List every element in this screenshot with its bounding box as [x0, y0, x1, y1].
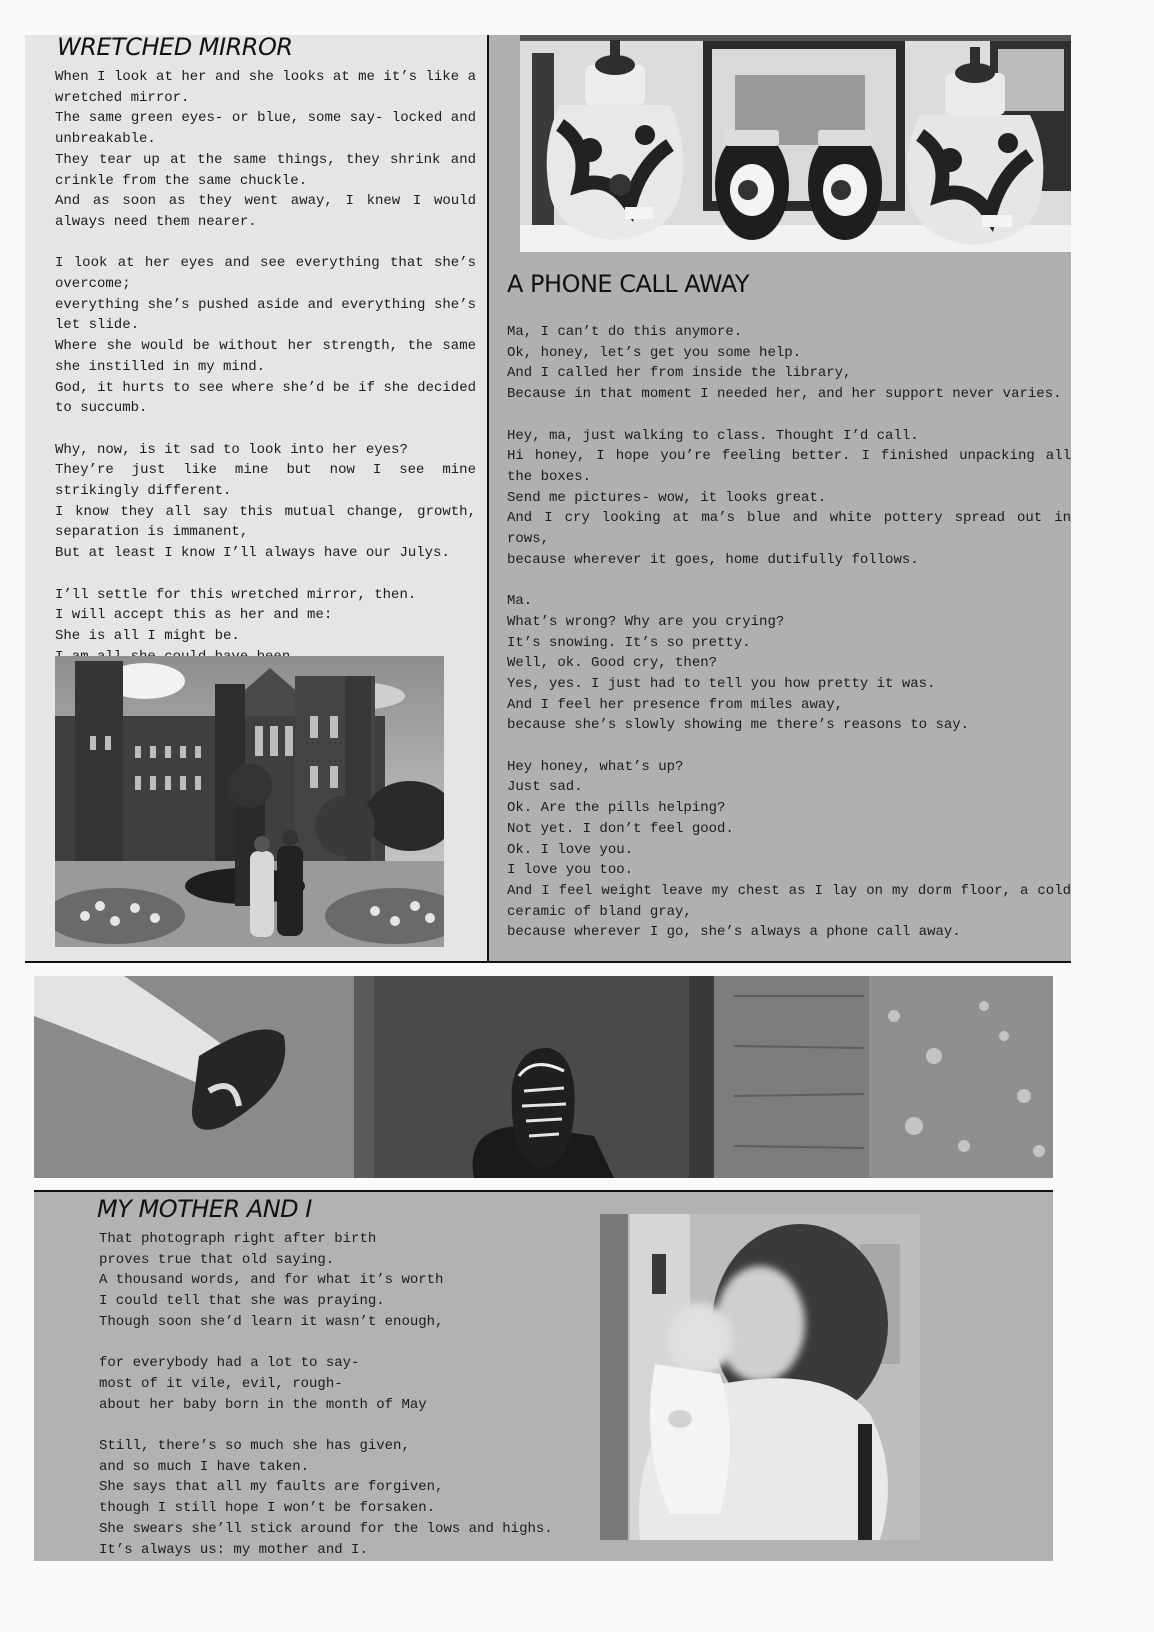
stanza: [507, 757, 1071, 943]
poem-line: Hi honey, I hope you’re feeling better. I finished unpacking all the boxes.: [507, 448, 1071, 485]
wretched-mirror-title: WRETCHED MIRROR: [57, 33, 293, 61]
section-divider-top: [25, 961, 1071, 963]
poem-line: Where she would be without her strength, the same she instilled in my mind.: [55, 338, 476, 375]
poem-line: They tear up at the same things, they shrink and crinkle from the same chuckle.: [55, 151, 476, 189]
vases-photo: [520, 35, 1071, 252]
campus-photo: [55, 656, 444, 947]
poem-line: for everybody had a lot to say-: [99, 1355, 360, 1372]
stanza: [99, 1436, 589, 1560]
poem-line: I know they all say this mutual change, growth, separation is immanent,: [55, 503, 476, 541]
poem-line: though I still hope I won’t be forsaken.: [99, 1500, 436, 1517]
poem-line: Ok, honey, let’s get you some help.: [507, 344, 802, 361]
poem-line: Ma, I can’t do this anymore.: [507, 324, 743, 340]
mother-and-i-poem: [99, 1229, 589, 1560]
phone-call-title: A PHONE CALL AWAY: [507, 270, 749, 298]
stanza: [55, 253, 476, 419]
poem-line: And I feel her presence from miles away,: [507, 696, 844, 713]
stanza: [99, 1353, 589, 1415]
poem-line: Not yet. I don’t feel good.: [507, 820, 734, 837]
poem-line: I look at her eyes and see everything that she’s overcome;: [55, 255, 476, 293]
poem-line: Just sad.: [507, 779, 583, 796]
poem-line: I could tell that she was praying.: [99, 1293, 385, 1310]
stanza: [55, 67, 476, 233]
poem-line: because wherever I go, she’s always a phone call away.: [507, 924, 961, 941]
poem-line: proves true that old saying.: [99, 1251, 335, 1268]
poem-line: She swears she’ll stick around for the lows and highs.: [99, 1520, 553, 1537]
poem-line: I will accept this as her and me:: [55, 607, 333, 624]
poem-line: But at least I know I’ll always have our Julys.: [55, 545, 450, 562]
column-divider: [487, 35, 489, 962]
poem-line: I’ll settle for this wretched mirror, then.: [55, 586, 417, 603]
stanza: [55, 585, 476, 668]
poem-line: And I feel weight leave my chest as I lay on my dorm floor, a cold ceramic of bland gray,: [507, 882, 1071, 920]
poem-line: Hey honey, what’s up?: [507, 758, 684, 775]
poem-line: What’s wrong? Why are you crying?: [507, 613, 785, 630]
stanza: [507, 591, 1071, 736]
poem-line: Hey, ma, just walking to class. Thought I’d call.: [507, 427, 919, 444]
mother-and-i-title: MY MOTHER AND I: [97, 1195, 312, 1223]
poem-line: Why, now, is it sad to look into her eyes?: [55, 441, 408, 458]
poem-line: And I called her from inside the library,: [507, 365, 852, 382]
poem-line: Well, ok. Good cry, then?: [507, 655, 718, 672]
poem-line: Send me pictures- wow, it looks great.: [507, 489, 827, 506]
poem-line: Still, there’s so much she has given,: [99, 1438, 410, 1454]
poem-line: everything she’s pushed aside and everything she’s let slide.: [55, 296, 476, 334]
mother-baby-photo: [600, 1214, 920, 1540]
poem-line: When I look at her and she looks at me it’s like a wretched mirror.: [55, 69, 476, 106]
poem-line: because wherever it goes, home dutifully follows.: [507, 551, 919, 568]
poem-line: She says that all my faults are forgiven,: [99, 1479, 444, 1496]
stanza: [55, 440, 476, 564]
poem-line: Though soon she’d learn it wasn’t enough,: [99, 1313, 444, 1330]
poem-line: God, it hurts to see where she’d be if she decided to succumb.: [55, 379, 476, 417]
poem-line: The same green eyes- or blue, some say- locked and unbreakable.: [55, 110, 476, 148]
poem-line: And as soon as they went away, I knew I would always need them nearer.: [55, 193, 476, 230]
section-divider-bottom: [34, 1190, 1053, 1192]
poem-line: She is all I might be.: [55, 627, 240, 644]
poem-line: A thousand words, and for what it’s worth: [99, 1272, 444, 1289]
poem-line: I love you too.: [507, 862, 634, 879]
poem-line: most of it vile, evil, rough-: [99, 1375, 343, 1392]
stanza: [99, 1229, 589, 1333]
poem-line: It’s snowing. It’s so pretty.: [507, 634, 751, 651]
poem-line: They’re just like mine but now I see mine strikingly different.: [55, 462, 476, 500]
shoes-photo: [34, 976, 1053, 1178]
stanza: [507, 322, 1071, 405]
poem-line: Because in that moment I needed her, and her support never varies.: [507, 386, 1062, 403]
poem-line: Ok. I love you.: [507, 841, 634, 858]
poem-line: And I cry looking at ma’s blue and white pottery spread out in rows,: [507, 510, 1071, 548]
poem-line: Yes, yes. I just had to tell you how pretty it was.: [507, 675, 936, 692]
poem-line: about her baby born in the month of May: [99, 1396, 427, 1413]
poem-line: and so much I have taken.: [99, 1458, 310, 1475]
stanza: [507, 426, 1071, 571]
poem-line: Ma.: [507, 593, 533, 610]
poem-line: It’s always us: my mother and I.: [99, 1541, 368, 1558]
phone-call-poem: [507, 322, 1071, 943]
wretched-mirror-poem: [55, 67, 476, 667]
poem-line: because she’s slowly showing me there’s reasons to say.: [507, 717, 970, 734]
poem-line: Ok. Are the pills helping?: [507, 800, 726, 817]
poem-line: That photograph right after birth: [99, 1231, 377, 1247]
